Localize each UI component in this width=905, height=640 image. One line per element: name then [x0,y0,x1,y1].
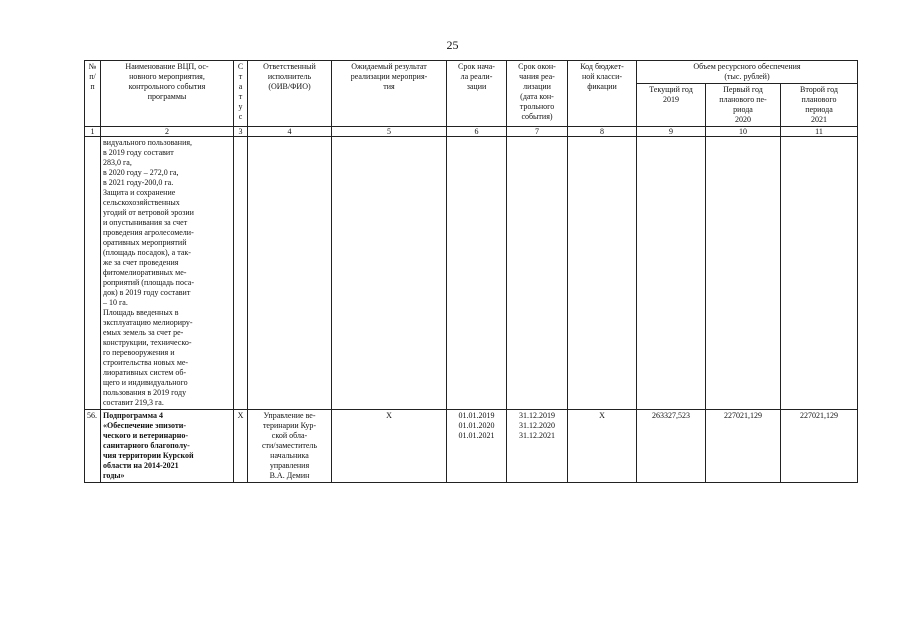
colnum: 7 [507,127,568,137]
header-2019: Текущий год 2019 [637,84,706,127]
header-status: С т а т у с [234,61,248,127]
header-row [85,61,858,84]
colnum: 3 [234,127,248,137]
header-resources: Объем ресурсного обеспечения (тыс. рублей) [637,61,858,84]
colnum: 2 [101,127,234,137]
table-row [85,137,858,410]
colnum: 4 [248,127,332,137]
row-amount-2021: 227021,129 [781,410,858,483]
colnum: 6 [447,127,507,137]
row-status: Х [234,410,248,483]
header-executor: Ответственный исполнитель (ОИВ/ФИО) [248,61,332,127]
header-end: Срок окон- чания реа- лизации (дата кон- трольного события) [507,61,568,127]
subprogram-name: Подпрограмма 4 «Обеспечение эпизоти- ческого и ветеринарно- санитарного благополу- чия территории Курской области на 2014-2021 годы» [101,410,234,483]
header-name: Наименование ВЦП, ос- новного мероприятия, контрольного события программы [101,61,234,127]
row-amount-2019: 263327,523 [637,410,706,483]
program-table [84,60,858,483]
column-numbers-row [85,127,858,137]
row-result: Х [332,410,447,483]
row-budget-code: Х [568,410,637,483]
colnum: 9 [637,127,706,137]
header-result: Ожидаемый результат реализации мероприя- тия [332,61,447,127]
header-2020: Первый год планового пе- риода 2020 [706,84,781,127]
continuation-description: видуального пользования, в 2019 году составит 283,0 га, в 2020 году – 272,0 га, в 2021 году-200,0 га. Защита и сохранение сельскохозяйственных угодий от ветровой эрозии и опустынивания за счет проведения агролесомели- оративных мероприятий (площадь посадок), а так- же за счет проведения фитомелиоративных ме- роприятий (площадь поса- док) в 2019 году составит – 10 га. Площадь введенных в эксплуатацию мелиориру- емых земель за счет ре- конструкции, техническо- го перевооружения и строительства новых ме- лиоративных систем об- щего и индивидуального пользования в 2019 году составит 219,3 га. [101,137,234,410]
page-number: 25 [446,38,459,52]
colnum: 8 [568,127,637,137]
row-end-dates: 31.12.2019 31.12.2020 31.12.2021 [507,410,568,483]
colnum: 5 [332,127,447,137]
row-amount-2020: 227021,129 [706,410,781,483]
colnum: 10 [706,127,781,137]
table-row [85,410,858,483]
row-start-dates: 01.01.2019 01.01.2020 01.01.2021 [447,410,507,483]
header-start: Срок нача- ла реали- зации [447,61,507,127]
header-2021: Второй год планового периода 2021 [781,84,858,127]
colnum: 1 [85,127,101,137]
colnum: 11 [781,127,858,137]
header-number: № п/ п [85,61,101,127]
row-executor: Управление ве- теринарии Кур- ской обла- сти/заместитель начальника управления В.А. Демин [248,410,332,483]
header-code: Код бюджет- ной класси- фикации [568,61,637,127]
row-number: 56. [85,410,101,483]
